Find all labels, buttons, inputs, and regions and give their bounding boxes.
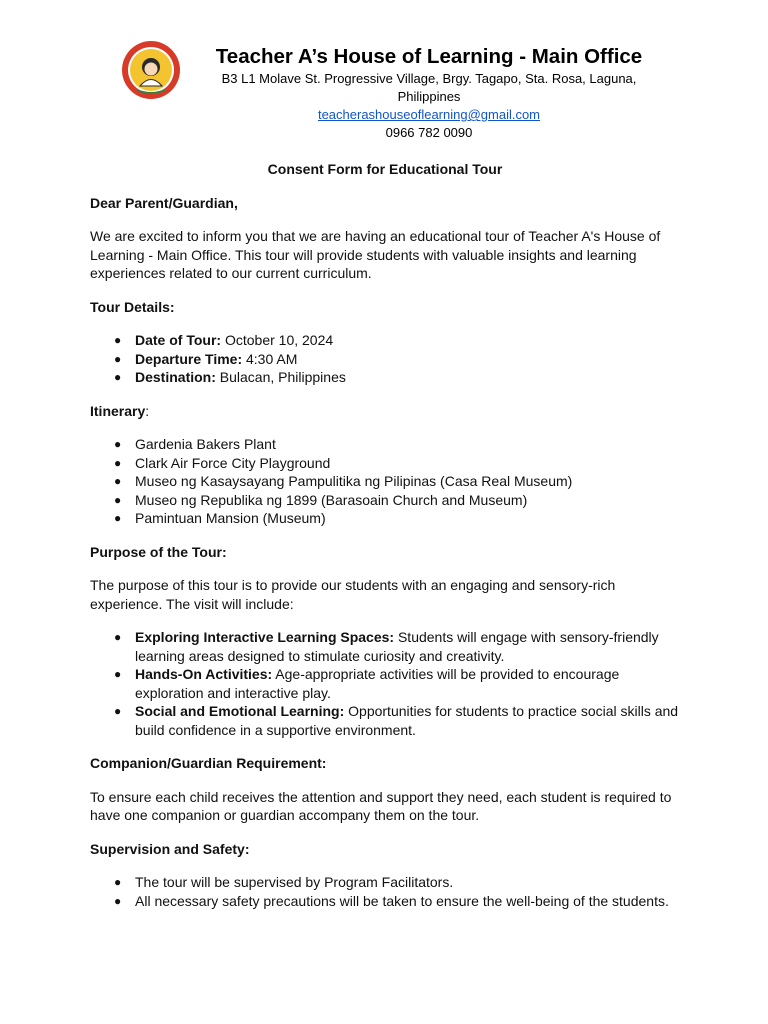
- bullet-icon: ●: [114, 893, 122, 908]
- bullet-icon: ●: [114, 351, 122, 366]
- bullet-icon: ●: [114, 630, 122, 644]
- school-seal-logo: [121, 40, 181, 100]
- letter-body: [90, 160, 680, 925]
- org-address: B3 L1 Molave St. Progressive Village, Brgy. Tagapo, Sta. Rosa, Laguna, Philippines: [221, 71, 637, 104]
- companion-heading: Companion/Guardian Requirement:: [90, 755, 327, 771]
- bullet-icon: ●: [114, 704, 122, 718]
- list-item: ● Destination: Bulacan, Philippines: [114, 369, 346, 385]
- itinerary-list: [90, 435, 680, 528]
- bullet-icon: ●: [114, 437, 122, 451]
- list-item: ● Departure Time: 4:30 AM: [114, 350, 298, 367]
- list-item: ● Hands-On Activities: Age-appropriate activities will be provided to encourage exploration and interactive play.: [114, 666, 620, 701]
- bullet-icon: ●: [114, 492, 122, 507]
- list-item: ● Date of Tour: October 10, 2024: [114, 332, 334, 348]
- list-item: ● Museo ng Republika ng 1899 (Barasoain Church and Museum): [114, 491, 528, 508]
- companion-paragraph: To ensure each child receives the attention and support they need, each student is required to have one companion or guardian accompany them on the tour.: [90, 788, 672, 823]
- org-info: [190, 44, 668, 142]
- list-item: ● Clark Air Force City Playground: [114, 454, 331, 471]
- bullet-icon: ●: [114, 455, 122, 470]
- list-item: ● Gardenia Bakers Plant: [114, 436, 276, 452]
- purpose-list: [90, 628, 680, 739]
- supervision-heading: Supervision and Safety:: [90, 840, 250, 857]
- letterhead: [0, 38, 768, 140]
- bullet-icon: ●: [114, 474, 122, 488]
- greeting: Dear Parent/Guardian,: [90, 194, 238, 211]
- form-title: Consent Form for Educational Tour: [267, 161, 503, 177]
- org-title: Teacher A’s House of Learning - Main Office: [215, 45, 643, 68]
- supervision-list: [90, 873, 680, 910]
- purpose-intro: The purpose of this tour is to provide our students with an engaging and sensory-rich experience. The visit will include:: [90, 577, 616, 612]
- org-phone: 0966 782 0090: [385, 125, 473, 140]
- list-item: ● Pamintuan Mansion (Museum): [114, 510, 326, 526]
- bullet-icon: ●: [114, 875, 122, 889]
- list-item: ● All necessary safety precautions will be taken to ensure the well-being of the students.: [114, 892, 669, 909]
- tour-details-list: [90, 331, 680, 387]
- org-email-link[interactable]: teacherashouseoflearning@gmail.com: [317, 107, 541, 122]
- bullet-icon: ●: [114, 667, 122, 681]
- bullet-icon: ●: [114, 333, 122, 347]
- bullet-icon: ●: [114, 511, 122, 525]
- list-item: ● Social and Emotional Learning: Opportunities for students to practice social skills and build confidence in a supportive environment.: [114, 703, 679, 738]
- tour-details-heading: Tour Details:: [90, 298, 175, 315]
- list-item: ● Exploring Interactive Learning Spaces: Students will engage with sensory-friendly learning areas designed to stimulate curiosity and creativity.: [114, 629, 659, 664]
- list-item: ● The tour will be supervised by Program Facilitators.: [114, 874, 454, 890]
- bullet-icon: ●: [114, 370, 122, 384]
- itinerary-heading: Itinerary:: [90, 402, 150, 419]
- purpose-heading: Purpose of the Tour:: [90, 543, 227, 560]
- list-item: ● Museo ng Kasaysayang Pampulitika ng Pilipinas (Casa Real Museum): [114, 473, 573, 489]
- intro-paragraph: We are excited to inform you that we are having an educational tour of Teacher A's House of Learning - Main Office. This tour will provide students with valuable insights and learning experiences related to our current curriculum.: [90, 228, 661, 281]
